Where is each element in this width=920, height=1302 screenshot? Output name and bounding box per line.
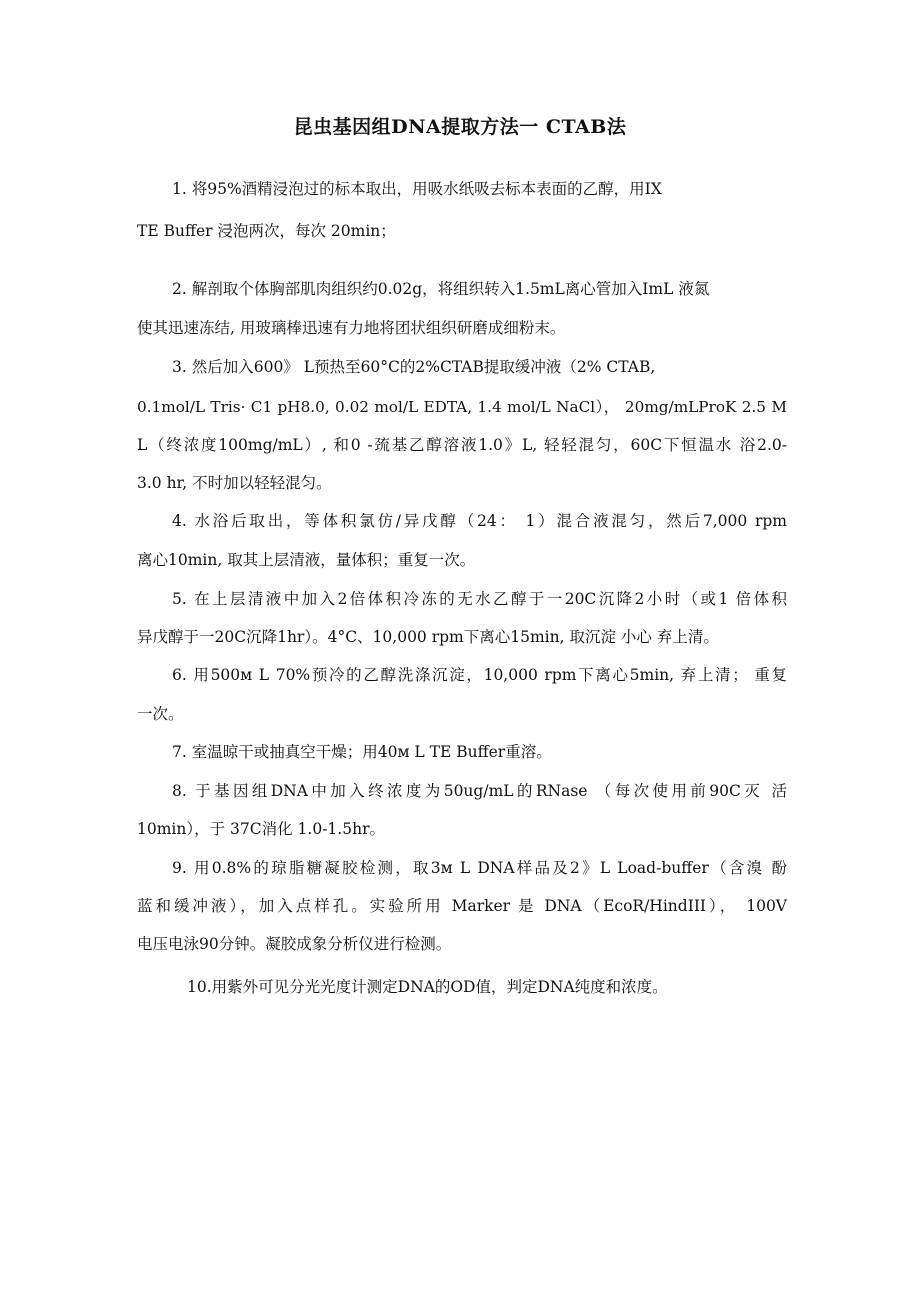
step-1-line-1: 1. 将95%酒精浸泡过的标本取出，用吸水纸吸去标本表面的乙醇，用IX (172, 180, 662, 198)
step-7-line-1: 7. 室温晾干或抽真空干燥；用40м L TE Buffer重溶。 (172, 743, 552, 761)
step-1-line-2: TE Buffer 浸泡两次，每次 20min； (137, 222, 396, 240)
step-3-line-1: 3. 然后加入600》 L预热至60°C的2%CTAB提取缓冲液（2% CTAB, (172, 358, 656, 376)
step-9-line-1: 9. 用0.8%的琼脂糖凝胶检测，取3м L DNA样品及2》L Load-buffer（含溴 酚 (172, 859, 787, 877)
step-2-line-2: 使其迅速冻结, 用玻璃棒迅速有力地将团状组织研磨成细粉末。 (137, 319, 566, 337)
step-5-line-2: 异戊醇于一20C沉降1hr）。4°C、10,000 rpm下离心15min, 取沉淀 小心 弃上清。 (137, 628, 719, 646)
step-3-line-4: 3.0 hr, 不时加以轻轻混匀。 (137, 474, 332, 492)
step-9-line-2: 蓝和缓冲液），加入点样孔。实验所用 Marker 是 DNA（EcoR/HindIII）， 100V (137, 897, 787, 915)
step-2-line-1: 2. 解剖取个体胸部肌肉组织约0.02g，将组织转入1.5mL离心管加入ImL 液氮 (172, 280, 710, 298)
step-8-line-2: 10min），于 37C消化 1.0-1.5hr。 (137, 820, 385, 838)
step-10-line-1: 10.用紫外可见分光光度计测定DNA的OD值，判定DNA纯度和浓度。 (187, 978, 668, 996)
page-title: 昆虫基因组DNA提取方法一 CTAB法 (293, 116, 627, 138)
step-3-line-3: L（终浓度100mg/mL）, 和0 -巯基乙醇溶液1.0》L, 轻轻混匀，60C下恒温水 浴2.0- (137, 436, 787, 454)
step-6-line-1: 6. 用500м L 70%预冷的乙醇洗涤沉淀，10,000 rpm下离心5min, 弃上清； 重复 (172, 666, 787, 684)
step-5-line-1: 5. 在上层清液中加入2倍体积冷冻的无水乙醇于一20C沉降2小时（或1 倍体积 (172, 590, 787, 608)
step-6-line-2: 一次。 (137, 705, 184, 723)
step-4-line-1: 4. 水浴后取出，等体积氯仿/异戊醇（24： 1）混合液混匀，然后7,000 rpm (172, 512, 787, 530)
step-9-line-3: 电压电泳90分钟。凝胶成象分析仪进行检测。 (137, 935, 452, 953)
step-3-line-2: 0.1mol/L Tris· C1 pH8.0, 0.02 mol/L EDTA, 1.4 mol/L NaCl）， 20mg/mLProK 2.5 M (137, 398, 787, 416)
step-8-line-1: 8. 于基因组DNA中加入终浓度为50ug/mL的RNase （每次使用前90C灭 活 (172, 782, 787, 800)
step-4-line-2: 离心10min, 取其上层清液，量体积；重复一次。 (137, 551, 476, 569)
